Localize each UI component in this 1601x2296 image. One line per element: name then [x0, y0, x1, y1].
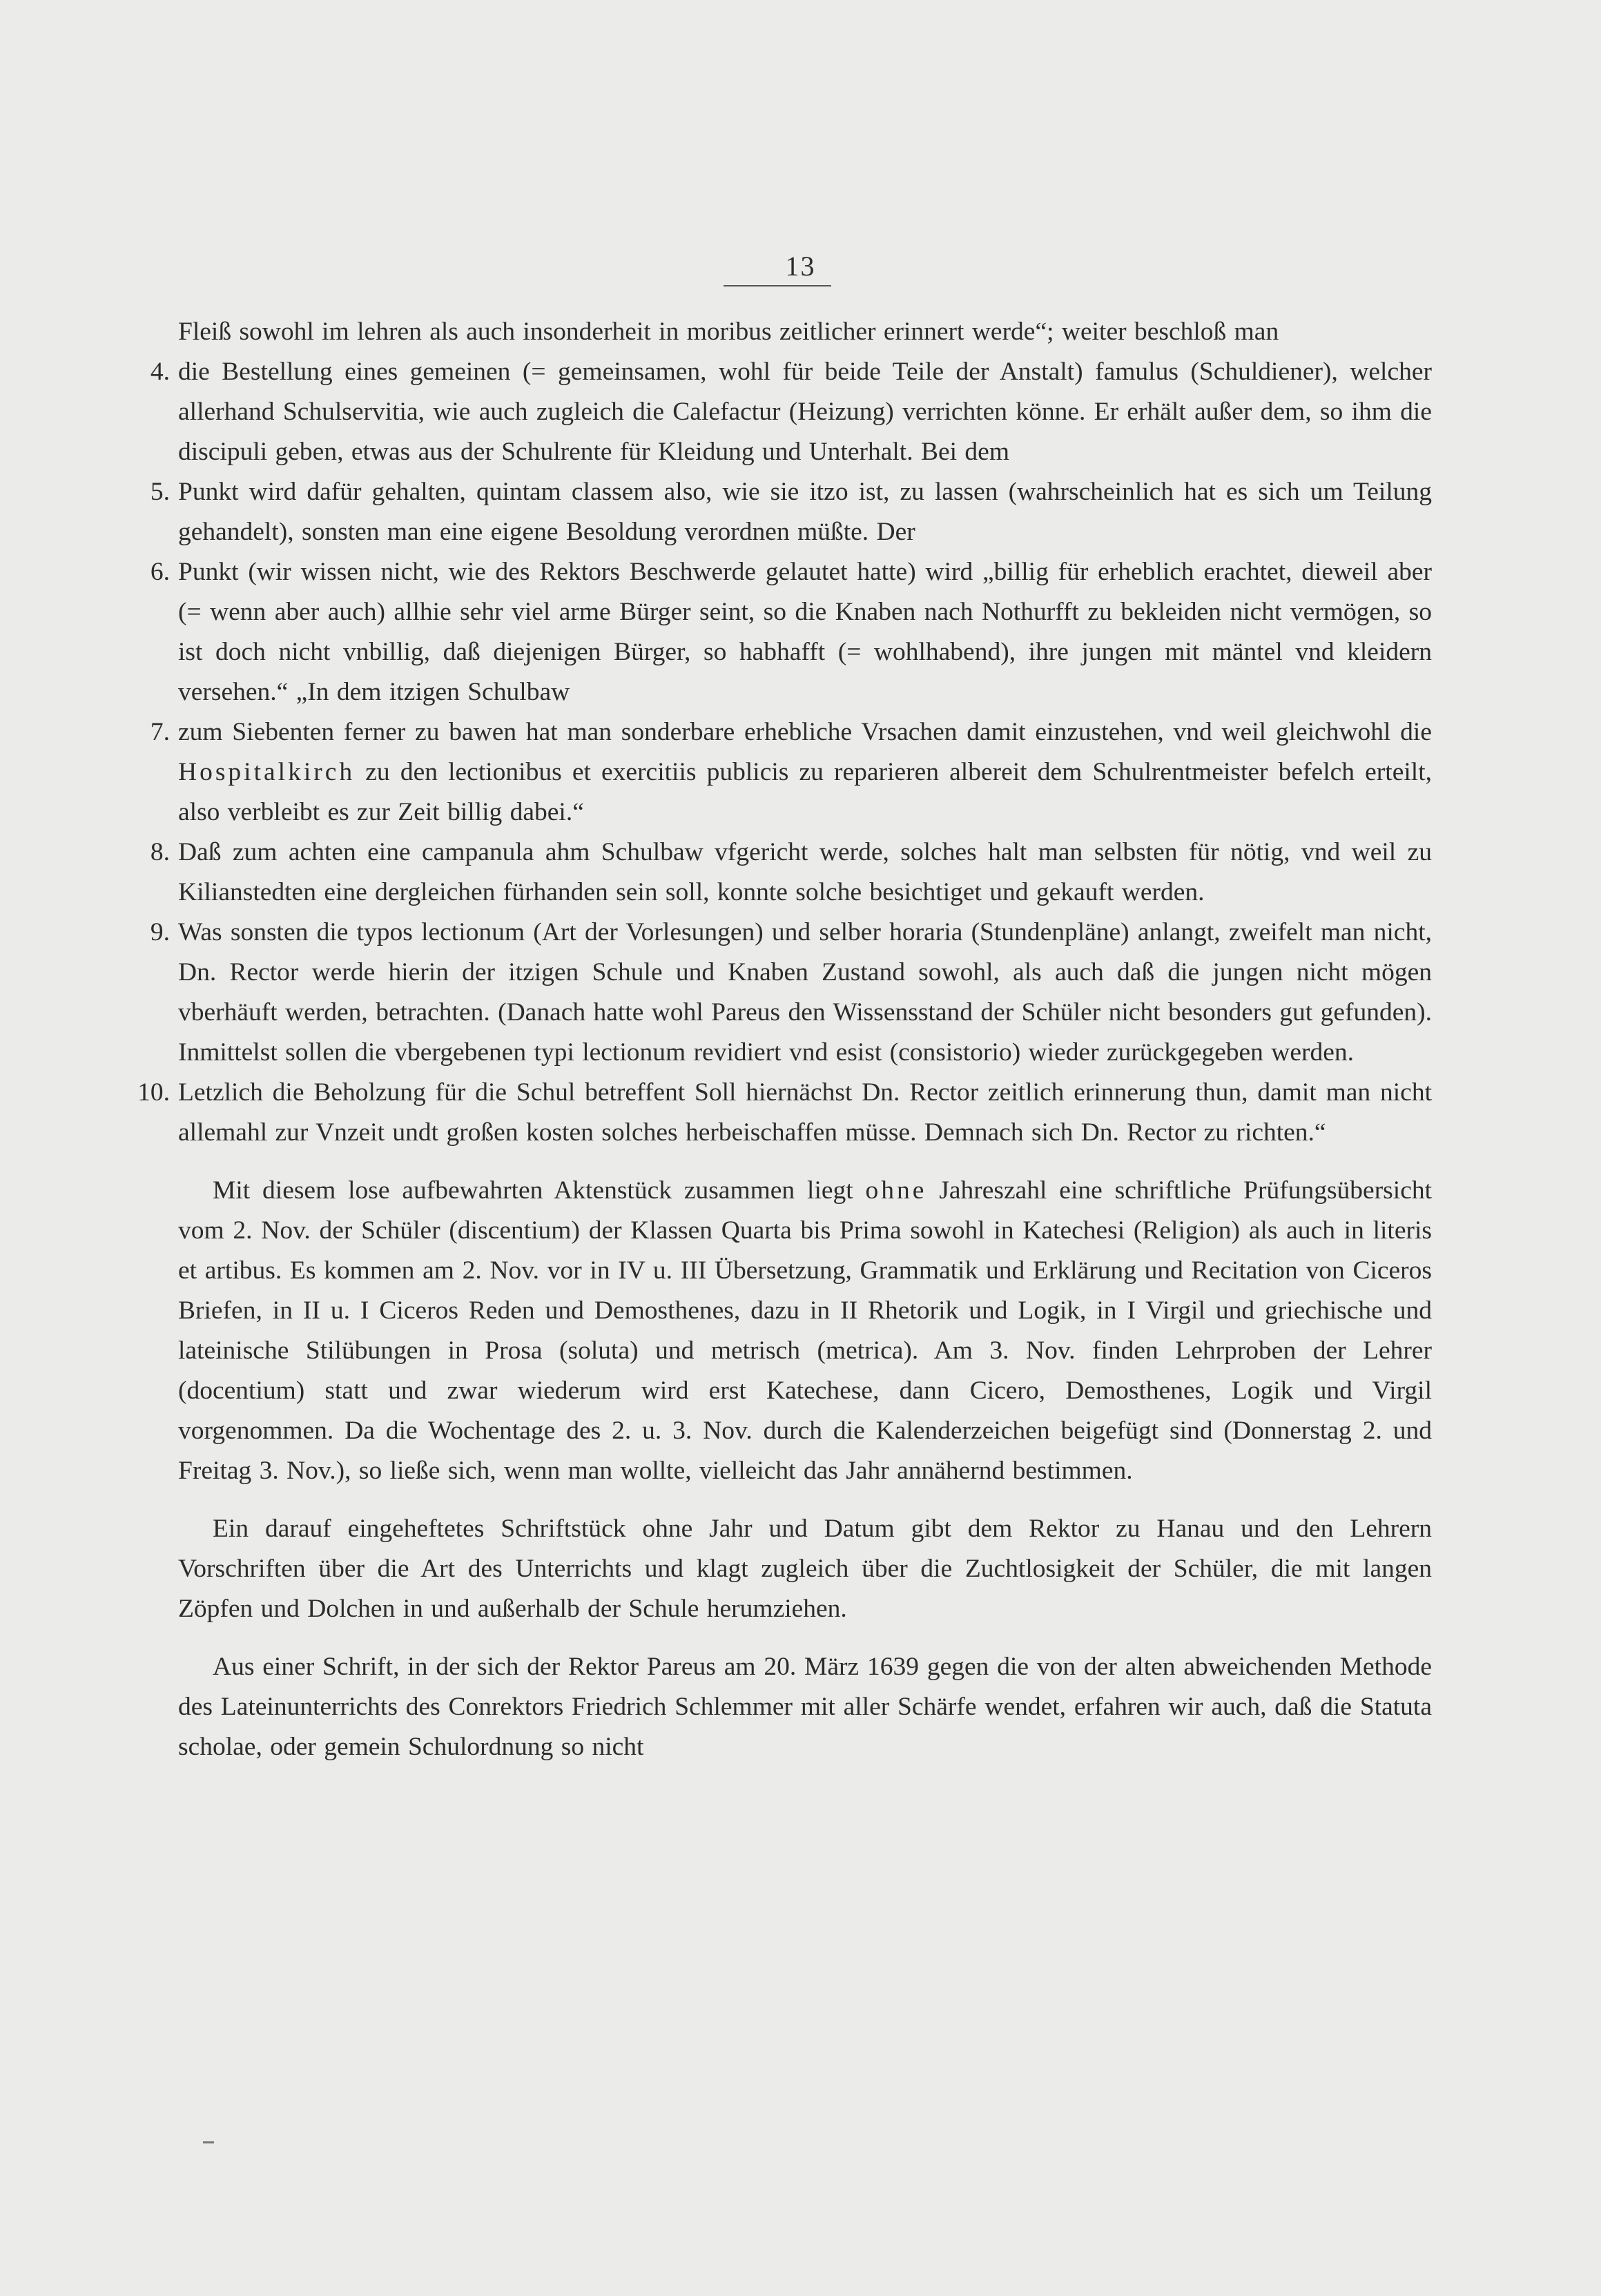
body-text — [137, 312, 1433, 1767]
list-item — [150, 712, 1432, 833]
list-item-text: Daß zum achten eine campanula ahm Schulbaw vfgericht werde, solches halt man selbsten für nötig, vnd weil zu Kilianstedten eine dergleichen fürhanden sein soll, konnte solche besichtiget und gekauft werden. — [178, 838, 1432, 906]
list-item-number: 10. — [137, 1078, 170, 1107]
list-item-text: Letzlich die Beholzung für die Schul betreffent Soll hiernächst Dn. Rector zeitlich erinnerung thun, damit man nicht allemahl zur Vnzeit undt großen kosten solches herbeischaffen müsse. Demnach sich Dn. Rector zu richten.“ — [178, 1078, 1432, 1147]
list-item — [137, 1073, 1432, 1153]
paragraph: Ein darauf eingeheftetes Schriftstück ohne Jahr und Datum gibt dem Rektor zu Hanau und den Lehrern Vorschriften über die Art des Unterrichts und klagt zugleich über die Zuchtlosigkeit der Schüler, die mit langen Zöpfen und Dolchen in und außerhalb der Schule herumziehen. — [178, 1515, 1432, 1623]
list-item-text: Punkt wird dafür gehalten, quintam classem also, wie sie itzo ist, zu lassen (wahrscheinlich hat es sich um Teilung gehandelt), sonsten man eine eigene Besoldung verordnen müßte. Der — [178, 478, 1432, 546]
list-item-number: 7. — [150, 718, 170, 746]
spaced-emphasis: Hospitalkirch — [178, 758, 356, 786]
page-number-rule — [724, 285, 831, 286]
list-item-number: 4. — [150, 358, 170, 386]
list-item — [150, 472, 1432, 552]
spaced-emphasis: ohne — [865, 1176, 927, 1205]
list-item — [150, 913, 1432, 1073]
list-item-number: 8. — [150, 838, 170, 866]
paragraph-text: Mit diesem lose aufbewahrten Aktenstück zusammen liegt — [213, 1176, 866, 1205]
list-item-number: 6. — [150, 558, 170, 586]
list-item-text: zum Siebenten ferner zu bawen hat man sonderbare erhebliche Vrsachen damit einzustehen, vnd weil gleichwohl die — [178, 718, 1432, 746]
list-item-text: Was sonsten die typos lectionum (Art der Vorlesungen) und selber horaria (Stundenpläne) anlangt, zweifelt man nicht, Dn. Rector werde hierin der itzigen Schule und Knaben Zustand sowohl, als auch daß die jungen nicht mögen vberhäuft werden, betrachten. (Danach hatte wohl Pareus den Wissensstand der Schüler nicht besonders gut gefunden). Inmittelst sollen die vbergebenen typi lectionum revidiert vnd esist (consistorio) wieder zurückgegeben werden. — [178, 918, 1432, 1067]
list-item — [150, 552, 1432, 712]
page-number: 13 — [785, 251, 816, 282]
paragraph: Aus einer Schrift, in der sich der Rektor Pareus am 20. März 1639 gegen die von der alten abweichenden Methode des Lateinunterrichts des Conrektors Friedrich Schlemmer mit aller Schärfe wendet, erfahren wir auch, daß die Statuta scholae, oder gemein Schulordnung so nicht — [178, 1653, 1432, 1761]
paragraph-continued: Fleiß sowohl im lehren als auch insonderheit in moribus zeitlicher erinnert werde“; weiter beschloß man — [178, 318, 1279, 346]
stray-mark — [203, 2141, 214, 2143]
list-item-number: 5. — [150, 478, 170, 506]
list-item — [150, 352, 1432, 472]
paragraph-text: Jahreszahl eine schriftliche Prüfungsübersicht vom 2. Nov. der Schüler (discentium) der Klassen Quarta bis Prima sowohl in Katechesi (Religion) als auch in literis et artibus. Es kommen am 2. Nov. vor in IV u. III Übersetzung, Grammatik und Erklärung und Recitation von Ciceros Briefen, in II u. I Ciceros Reden und Demosthenes, dazu in II Rhetorik und Logik, in I Virgil und griechische und lateinische Stilübungen in Prosa (soluta) und metrisch (metrica). Am 3. Nov. finden Lehrproben der Lehrer (docentium) statt und zwar wiederum wird erst Katechese, dann Cicero, Demosthenes, Logik und Virgil vorgenommen. Da die Wochentage des 2. u. 3. Nov. durch die Kalenderzeichen beigefügt sind (Donnerstag 2. und Freitag 3. Nov.), so ließe sich, wenn man wollte, vielleicht das Jahr annähernd bestimmen. — [178, 1176, 1433, 1485]
list-item-number: 9. — [150, 918, 170, 946]
list-item-text: Punkt (wir wissen nicht, wie des Rektors Beschwerde gelautet hatte) wird „billig für erheblich erachtet, dieweil aber (= wenn aber auch) allhie sehr viel arme Bürger seint, so die Knaben nach Nothurfft zu bekleiden nicht vermögen, so ist doch nicht vnbillig, daß diejenigen Bürger, so habhafft (= wohlhabend), ihre jungen mit mäntel vnd kleidern versehen.“ „In dem itzigen Schulbaw — [178, 558, 1432, 706]
list-item-text: die Bestellung eines gemeinen (= gemeinsamen, wohl für beide Teile der Anstalt) famulus (Schuldiener), welcher allerhand Schulservitia, wie auch zugleich die Calefactur (Heizung) verrichten könne. Er erhält außer dem, so ihm die discipuli geben, etwas aus der Schulrente für Kleidung und Unterhalt. Bei dem — [178, 358, 1432, 466]
list-item-text: zu den lectionibus et exercitiis publicis zu reparieren albereit dem Schulrentmeister befelch erteilt, also verbleibt es zur Zeit billig dabei.“ — [178, 758, 1432, 826]
list-item — [150, 833, 1432, 913]
paragraph — [178, 1171, 1432, 1491]
